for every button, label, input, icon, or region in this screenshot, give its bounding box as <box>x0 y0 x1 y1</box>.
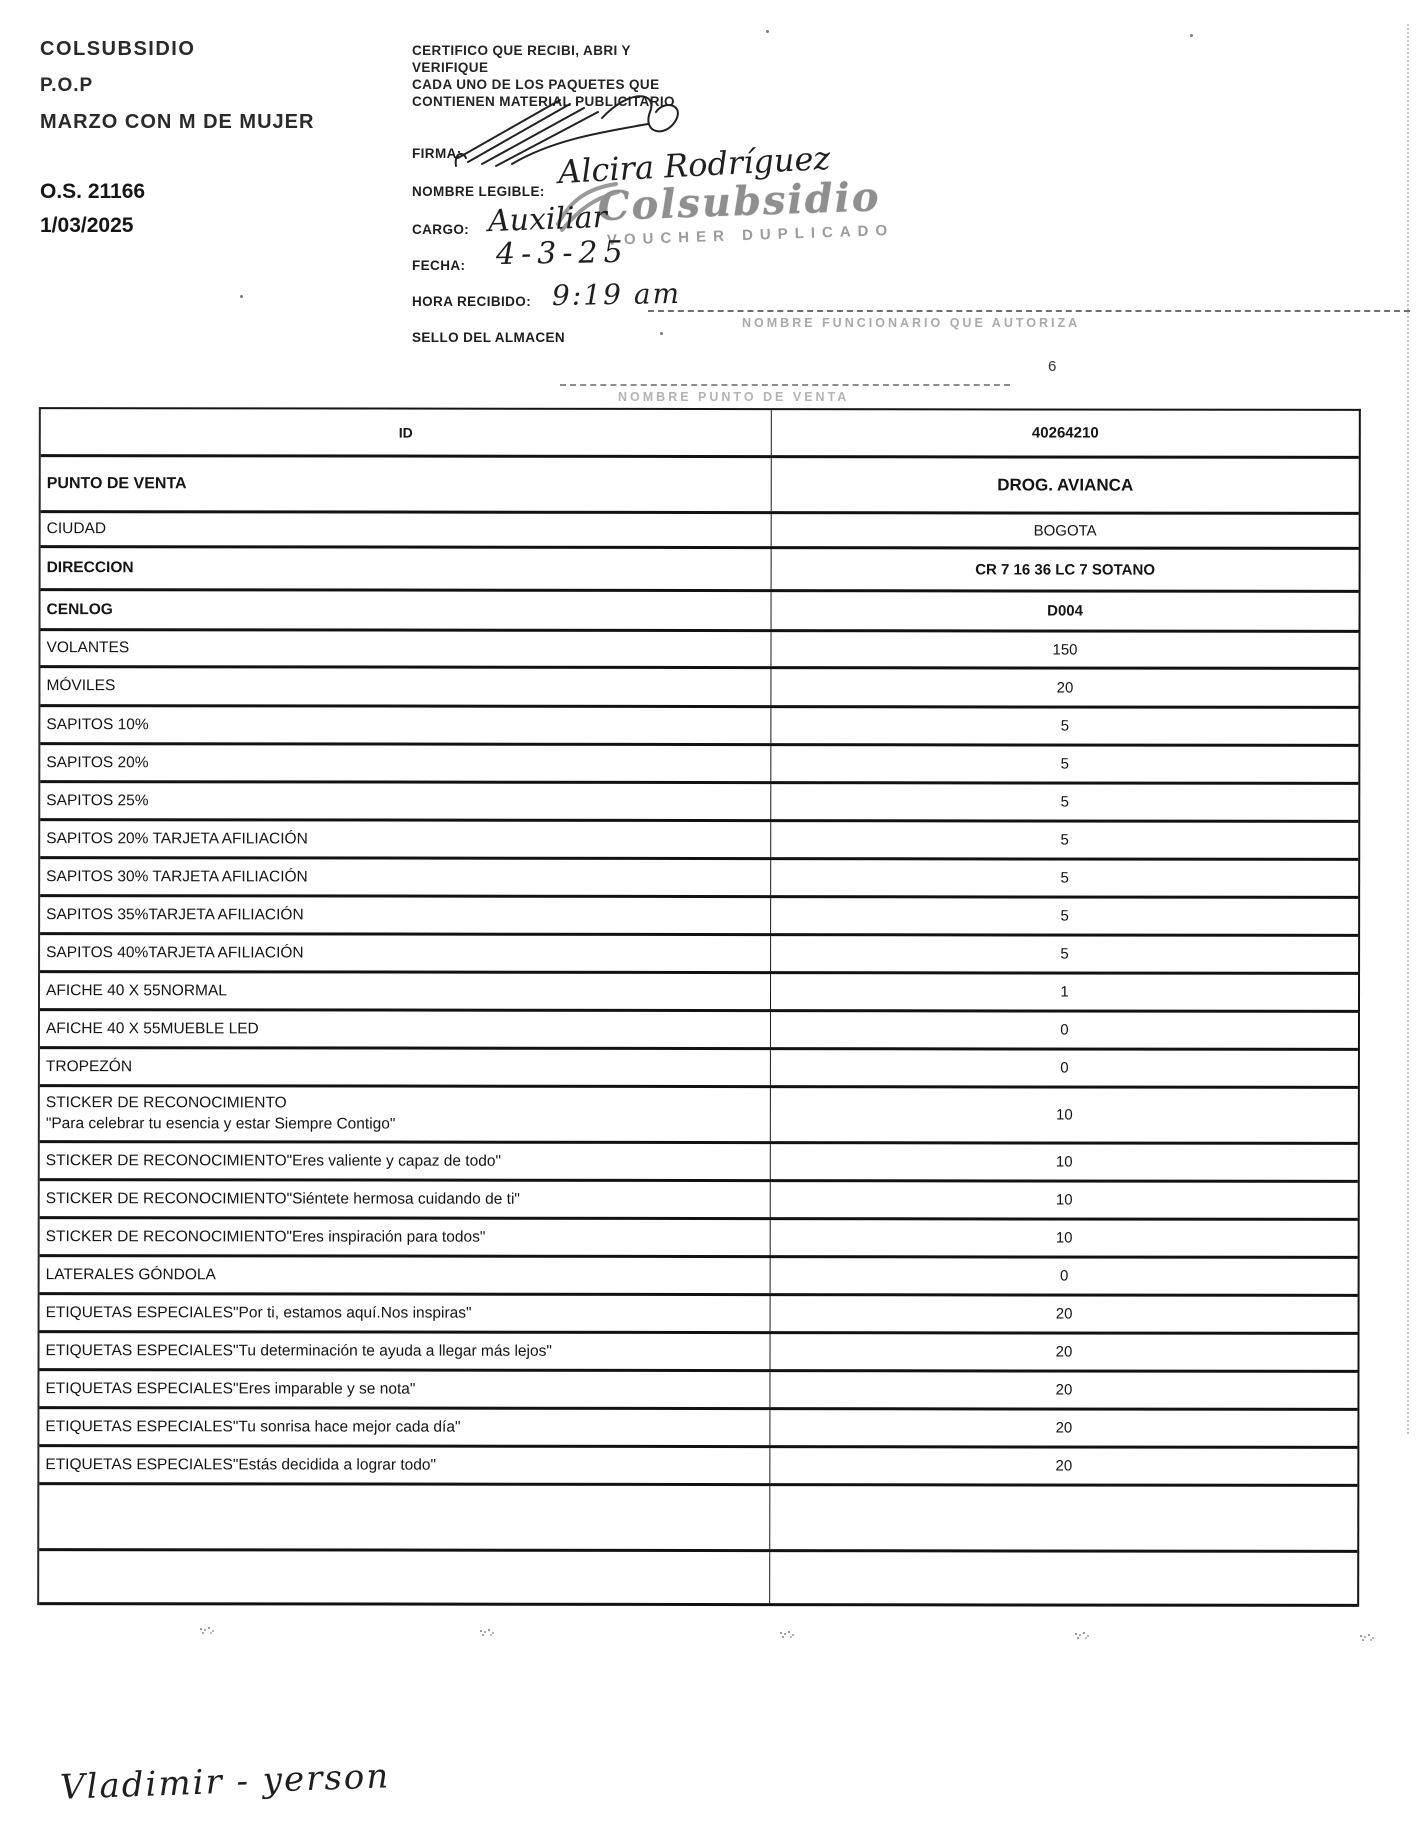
table-row <box>40 631 1358 670</box>
row-label: DIRECCION <box>46 559 134 577</box>
footer-handwriting: Vladimir - yerson <box>59 1756 391 1808</box>
row-label: MÓVILES <box>46 677 116 695</box>
row-label: STICKER DE RECONOCIMIENTO"Eres inspiración para todos" <box>45 1227 486 1246</box>
table-row <box>40 859 1358 899</box>
table-row <box>39 1409 1357 1449</box>
nombre-legible-label: NOMBRE LEGIBLE: <box>412 184 545 199</box>
row-label: CIUDAD <box>46 520 107 538</box>
scan-edge-artifact <box>1407 24 1409 1434</box>
row-label: SAPITOS 35%TARJETA AFILIACIÓN <box>46 905 304 923</box>
row-label: VOLANTES <box>46 639 130 657</box>
row-value: 20 <box>769 1372 1357 1408</box>
row-value: 20 <box>770 1296 1358 1332</box>
table-row <box>41 513 1359 550</box>
row-label: SAPITOS 20% TARJETA AFILIACIÓN <box>46 829 308 847</box>
row-label: SAPITOS 10% <box>46 715 149 733</box>
row-value: 5 <box>770 746 1358 782</box>
stamp-brand: Colsubsidio <box>596 173 882 231</box>
table-row <box>40 1257 1358 1297</box>
punto-venta-line <box>560 384 1010 386</box>
scan-noise <box>200 1628 202 1630</box>
row-label: TROPEZÓN <box>45 1057 133 1075</box>
row-value: 0 <box>770 1258 1358 1294</box>
row-value <box>769 1486 1357 1550</box>
table-row <box>40 783 1358 823</box>
scan-noise <box>1075 1633 1077 1635</box>
table-row <box>40 668 1358 709</box>
order-number: O.S. 21166 <box>40 180 146 203</box>
table-row <box>40 1295 1358 1335</box>
row-label: SAPITOS 25% <box>46 791 149 809</box>
page-number: 6 <box>1048 358 1057 375</box>
row-value: 5 <box>770 860 1358 896</box>
row-label: AFICHE 40 X 55MUEBLE LED <box>45 1019 259 1037</box>
table-row <box>41 548 1359 593</box>
row-label: ETIQUETAS ESPECIALES"Estás decidida a lograr todo" <box>45 1455 437 1474</box>
row-value: CR 7 16 36 LC 7 SOTANO <box>771 549 1359 590</box>
scan-noise <box>660 332 663 335</box>
row-value: 10 <box>770 1182 1358 1218</box>
row-value: 5 <box>770 898 1358 934</box>
table-row <box>40 1011 1358 1051</box>
row-value: 5 <box>770 936 1358 972</box>
firma-label: FIRMA: <box>412 146 462 161</box>
row-value: 5 <box>770 784 1358 820</box>
row-value: 0 <box>770 1050 1358 1086</box>
table-row <box>41 409 1359 459</box>
row-value: 5 <box>770 708 1358 744</box>
hora-handwriting: 9:19 am <box>551 276 682 313</box>
row-label <box>39 1551 769 1603</box>
row-label: STICKER DE RECONOCIMIENTO"Eres valiente y capaz de todo" <box>45 1151 502 1170</box>
fecha-label: FECHA: <box>412 258 466 273</box>
row-value: 0 <box>770 1012 1358 1048</box>
table-row <box>40 973 1358 1013</box>
certification-line: CONTIENEN MATERIAL PUBLICITARIO <box>412 94 675 109</box>
row-label: ETIQUETAS ESPECIALES"Tu determinación te ayuda a llegar más lejos" <box>45 1341 552 1360</box>
table-row <box>39 1551 1357 1607</box>
scan-noise <box>240 295 243 298</box>
table-row <box>39 1447 1357 1487</box>
row-value: 20 <box>770 669 1358 706</box>
row-value: 5 <box>770 822 1358 858</box>
table-row <box>40 1087 1358 1145</box>
colsubsidio-stamp <box>597 173 894 249</box>
campaign-pop: P.O.P <box>40 75 94 96</box>
scan-noise <box>780 1632 782 1634</box>
nombre-legible-handwriting: Alcira Rodríguez <box>557 138 832 192</box>
autoriza-signature-line <box>648 310 1410 312</box>
certification-line: CERTIFICO QUE RECIBI, ABRI Y <box>412 43 631 58</box>
row-value: D004 <box>771 592 1359 630</box>
sello-almacen-label: SELLO DEL ALMACEN <box>412 330 566 345</box>
row-label: AFICHE 40 X 55NORMAL <box>46 981 227 999</box>
table-row <box>40 1219 1358 1259</box>
table-row <box>40 821 1358 861</box>
stamp-subtitle: VOUCHER DUPLICADO <box>606 221 895 249</box>
row-value: BOGOTA <box>771 514 1359 547</box>
table-row <box>39 1371 1357 1411</box>
row-label: ETIQUETAS ESPECIALES"Eres imparable y se nota" <box>45 1379 416 1398</box>
row-value: 10 <box>770 1220 1358 1256</box>
row-label: SAPITOS 40%TARJETA AFILIACIÓN <box>46 943 304 961</box>
table-row <box>41 591 1359 633</box>
pop-material-table <box>37 407 1361 1607</box>
row-label: STICKER DE RECONOCIMIENTO"Siéntete hermosa cuidando de ti" <box>45 1189 520 1208</box>
row-label: PUNTO DE VENTA <box>46 474 187 492</box>
scan-noise <box>766 30 769 33</box>
table-row <box>40 1181 1358 1221</box>
table-row <box>40 707 1358 747</box>
scan-noise <box>1360 1635 1362 1637</box>
table-row <box>40 897 1358 937</box>
row-value: 40264210 <box>771 410 1359 456</box>
fecha-handwriting: 4-3-25 <box>495 234 629 273</box>
row-value: 10 <box>770 1144 1358 1180</box>
row-value: DROG. AVIANCA <box>771 458 1359 512</box>
table-row <box>40 1049 1358 1089</box>
campaign-name: MARZO CON M DE MUJER <box>40 111 315 133</box>
order-date: 1/03/2025 <box>40 214 134 237</box>
table-row <box>40 745 1358 785</box>
row-label: CENLOG <box>46 600 113 618</box>
row-value <box>769 1552 1357 1604</box>
scan-noise <box>1190 34 1193 37</box>
table-row <box>39 1485 1357 1553</box>
row-label: LATERALES GÓNDOLA <box>45 1265 216 1283</box>
cargo-handwriting: Auxiliar <box>487 199 608 240</box>
row-value: 20 <box>769 1410 1357 1446</box>
scan-noise <box>480 1630 482 1632</box>
table-row <box>40 935 1358 975</box>
row-label: ETIQUETAS ESPECIALES"Por ti, estamos aquí.Nos inspiras" <box>45 1303 472 1322</box>
autoriza-hint: NOMBRE FUNCIONARIO QUE AUTORIZA <box>742 316 1081 330</box>
hora-recibido-label: HORA RECIBIDO: <box>412 294 532 309</box>
row-label <box>39 1485 769 1549</box>
cargo-label: CARGO: <box>412 222 470 237</box>
row-value: 10 <box>770 1088 1358 1142</box>
table-row <box>40 1143 1358 1183</box>
row-label: SAPITOS 30% TARJETA AFILIACIÓN <box>46 867 308 885</box>
row-value: 1 <box>770 974 1358 1010</box>
row-value: 20 <box>769 1334 1357 1370</box>
table-row <box>41 457 1359 515</box>
row-value: 150 <box>770 632 1358 667</box>
row-value: 20 <box>769 1448 1357 1484</box>
row-label: ETIQUETAS ESPECIALES"Tu sonrisa hace mejor cada día" <box>45 1417 461 1436</box>
header-left <box>40 38 400 238</box>
row-label: SAPITOS 20% <box>46 753 149 771</box>
table-row <box>39 1333 1357 1373</box>
brand-title: COLSUBSIDIO <box>40 38 196 60</box>
certification-line: CADA UNO DE LOS PAQUETES QUE <box>412 77 660 92</box>
punto-venta-hint: NOMBRE PUNTO DE VENTA <box>618 390 850 404</box>
certification-line: VERIFIQUE <box>412 60 489 75</box>
row-label: STICKER DE RECONOCIMIENTO "Para celebrar tu esencia y estar Siempre Contigo" <box>45 1094 396 1133</box>
row-label: ID <box>398 424 413 441</box>
